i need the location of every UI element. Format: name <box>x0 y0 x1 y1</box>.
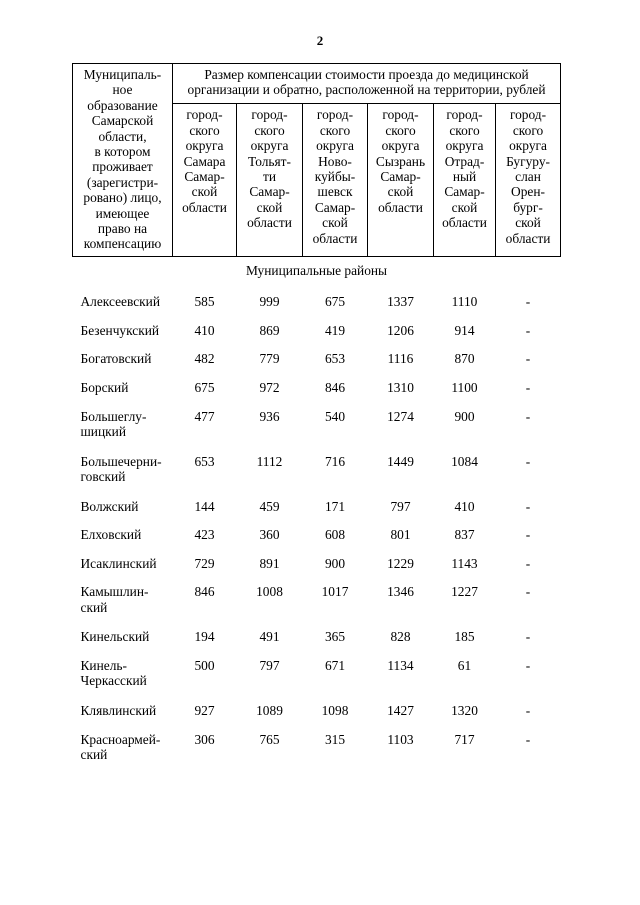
compensation-value: 459 <box>259 498 280 514</box>
compensation-value: - <box>525 453 531 469</box>
compensation-value: 194 <box>194 629 215 645</box>
compensation-value: 608 <box>324 527 346 543</box>
compensation-value: - <box>525 658 531 674</box>
compensation-value: 846 <box>324 380 346 396</box>
compensation-value: 797 <box>390 498 411 514</box>
header-tolyatti: город- ского округа Тольят- ти Самар- ской области <box>237 104 303 256</box>
compensation-value: 1017 <box>321 584 349 600</box>
compensation-value: 423 <box>194 527 215 543</box>
compensation-value: 1134 <box>387 658 414 674</box>
compensation-value: 482 <box>194 351 215 367</box>
table-row <box>73 499 561 528</box>
compensation-value: 869 <box>259 322 280 338</box>
compensation-value: 891 <box>259 555 280 571</box>
district-name: Волжский <box>80 498 139 514</box>
compensation-value: - <box>525 629 531 645</box>
header-otradny: город- ского округа Отрад- ный Самар- ской области <box>434 104 496 256</box>
header-municipality: Муниципаль- ное образование Самарской области, в котором проживает (зарегистри- ровано) лицо, имеющее право на компенсацию <box>73 64 173 257</box>
compensation-value: 717 <box>454 731 475 747</box>
table-row <box>73 409 561 454</box>
compensation-value: 540 <box>324 408 346 424</box>
compensation-value: 900 <box>324 555 346 571</box>
compensation-value: 1089 <box>256 703 283 719</box>
compensation-value: 675 <box>194 380 215 396</box>
compensation-value: 999 <box>259 294 280 310</box>
compensation-value: 171 <box>324 498 346 514</box>
compensation-value: 144 <box>194 498 215 514</box>
district-name: Безенчукский <box>80 322 160 338</box>
district-name: Камышлин- ский <box>80 584 149 615</box>
compensation-value: 729 <box>194 555 215 571</box>
table-row <box>73 527 561 556</box>
compensation-value: 1206 <box>387 322 414 338</box>
compensation-value: 716 <box>324 453 346 469</box>
header-samara: город- ского округа Самара Самар- ской области <box>173 104 237 256</box>
compensation-value: 1110 <box>451 294 478 310</box>
compensation-value: 1100 <box>451 380 478 396</box>
compensation-value: - <box>525 731 531 747</box>
compensation-value: 410 <box>454 498 475 514</box>
district-name: Красноармей- ский <box>80 731 161 763</box>
compensation-value: 797 <box>259 658 280 674</box>
table-body <box>73 256 561 776</box>
compensation-value: 585 <box>194 294 215 310</box>
compensation-value: 410 <box>194 322 215 338</box>
compensation-value: - <box>525 498 531 514</box>
compensation-value: 1103 <box>387 731 414 747</box>
header-novokuibyshevsk: город- ского округа Ново- куйбы- шевск Самар- ской области <box>303 104 368 256</box>
compensation-value: 972 <box>259 380 280 396</box>
compensation-value: 1427 <box>387 703 414 719</box>
compensation-value: 1084 <box>451 453 478 469</box>
compensation-value: 419 <box>324 322 346 338</box>
table-row <box>73 380 561 409</box>
table-row <box>73 703 561 732</box>
district-name: Алексеевский <box>80 294 160 310</box>
table-row <box>73 556 561 585</box>
compensation-value: - <box>525 294 531 310</box>
compensation-value: 477 <box>194 408 215 424</box>
header-buguruslan: город- ского округа Бугуру- слан Орен- бург- ской области <box>496 104 561 256</box>
district-name: Кинель- Черкасский <box>80 658 147 689</box>
section-title: Муниципальные районы <box>245 262 388 278</box>
compensation-value: 1274 <box>387 408 414 424</box>
compensation-value: 1112 <box>256 453 283 469</box>
compensation-value: 306 <box>194 731 215 747</box>
district-name: Кинельский <box>80 629 150 645</box>
compensation-value: 1143 <box>451 555 478 571</box>
compensation-value: 1116 <box>387 351 414 367</box>
table-row <box>73 351 561 380</box>
compensation-value: - <box>525 322 531 338</box>
district-name: Большечерни- говский <box>80 453 162 485</box>
compensation-value: 653 <box>194 453 215 469</box>
compensation-value: 653 <box>324 351 346 367</box>
compensation-value: 1098 <box>321 703 349 719</box>
compensation-value: - <box>525 351 531 367</box>
compensation-value: 1320 <box>451 703 478 719</box>
compensation-value: 1310 <box>387 380 414 396</box>
compensation-value: 870 <box>454 351 475 367</box>
compensation-value: 779 <box>259 351 280 367</box>
district-name: Борский <box>80 380 129 396</box>
compensation-value: 900 <box>454 408 475 424</box>
page-number: 2 <box>316 33 324 48</box>
table-row <box>73 454 561 499</box>
compensation-value: 914 <box>454 322 475 338</box>
compensation-value: 837 <box>454 527 475 543</box>
compensation-value: 491 <box>259 629 280 645</box>
district-name: Клявлинский <box>80 703 157 719</box>
compensation-value: 828 <box>390 629 411 645</box>
compensation-value: 671 <box>324 658 346 674</box>
compensation-value: 675 <box>324 294 346 310</box>
compensation-value: 365 <box>324 629 346 645</box>
compensation-value: - <box>525 703 531 719</box>
table-row <box>73 323 561 352</box>
compensation-value: 765 <box>259 731 280 747</box>
compensation-value: 360 <box>259 527 280 543</box>
compensation-value: 801 <box>390 527 411 543</box>
compensation-value: - <box>525 380 531 396</box>
table-row <box>73 658 561 703</box>
compensation-value: 1229 <box>387 555 414 571</box>
compensation-value: 1227 <box>451 584 478 600</box>
compensation-value: 846 <box>194 584 215 600</box>
table-row <box>73 732 561 777</box>
compensation-value: 1008 <box>256 584 283 600</box>
header-compensation-size: Размер компенсации стоимости проезда до медицинской организации и обратно, расположенной на территории, рублей <box>173 64 561 104</box>
compensation-value: 1337 <box>387 294 414 310</box>
table-row <box>73 584 561 629</box>
district-name: Большеглу- шицкий <box>80 408 147 440</box>
compensation-value: 1346 <box>387 584 414 600</box>
table-row <box>73 629 561 658</box>
header-syzran: город- ского округа Сызрань Самар- ской области <box>368 104 434 256</box>
table-header <box>73 64 561 257</box>
compensation-value: - <box>525 408 531 424</box>
district-name: Богатовский <box>80 351 152 367</box>
district-name: Елховский <box>80 527 142 543</box>
compensation-value: 1449 <box>387 453 414 469</box>
compensation-value: 61 <box>457 658 472 674</box>
compensation-value: 936 <box>259 408 280 424</box>
compensation-value: 315 <box>324 731 346 747</box>
district-name: Исаклинский <box>80 555 157 571</box>
compensation-value: 185 <box>454 629 475 645</box>
compensation-value: - <box>525 584 531 600</box>
compensation-value: - <box>525 555 531 571</box>
table-row <box>73 294 561 323</box>
compensation-table <box>72 63 561 777</box>
compensation-value: 927 <box>194 703 215 719</box>
compensation-value: - <box>525 527 531 543</box>
compensation-value: 500 <box>194 658 215 674</box>
